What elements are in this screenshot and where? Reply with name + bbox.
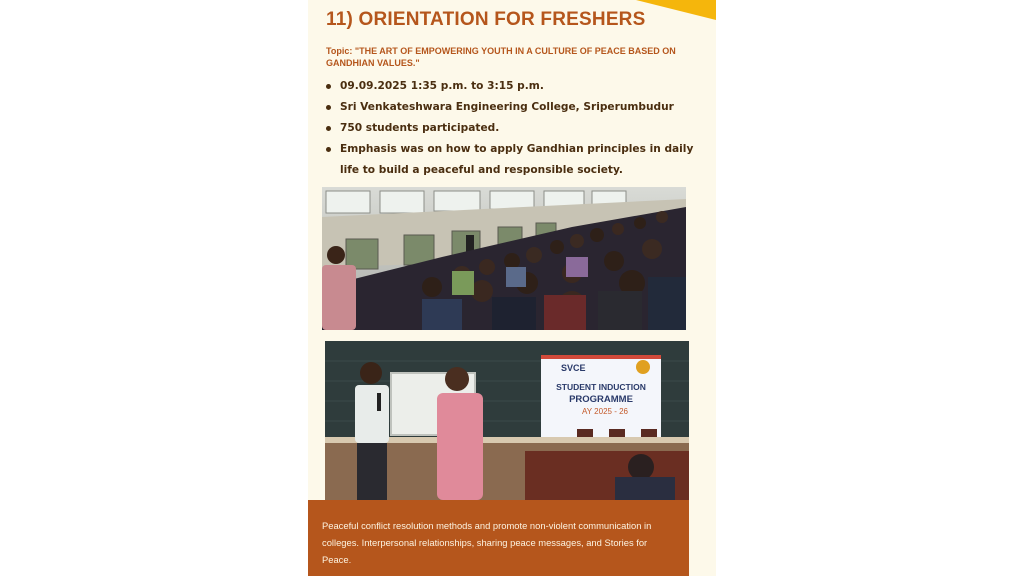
- list-item: [324, 118, 704, 139]
- document-page: [308, 0, 716, 576]
- banner-line3: AY 2025 - 26: [582, 407, 628, 416]
- list-item-text: 09.09.2025 1:35 p.m. to 3:15 p.m.: [340, 80, 544, 92]
- summary-text: Peaceful conflict resolution methods and promote non-violent communication in colleges. Interpersonal relationships, sharing peace messages, and Stories for Peace.: [322, 520, 652, 565]
- topic-text: Topic: "THE ART OF EMPOWERING YOUTH IN A CULTURE OF PEACE BASED ON GANDHIAN VALUES.": [326, 46, 676, 68]
- bullet-icon: [326, 147, 331, 152]
- section-title: 11) ORIENTATION FOR FRESHERS: [326, 9, 646, 30]
- banner-line2: PROGRAMME: [569, 394, 633, 405]
- bullet-icon: [326, 105, 331, 110]
- audience-illustration: [322, 187, 686, 330]
- list-item: [324, 139, 704, 181]
- stage-photo: [325, 341, 689, 500]
- stage-illustration: [325, 341, 689, 500]
- summary-box: [308, 500, 689, 576]
- details-list: [324, 76, 704, 181]
- list-item: [324, 76, 704, 97]
- list-item-text: Sri Venkateshwara Engineering College, Sriperumbudur: [340, 101, 674, 113]
- list-item: [324, 97, 704, 118]
- list-item-text: 750 students participated.: [340, 122, 500, 134]
- corner-decoration: [636, 0, 716, 20]
- banner-logo: SVCE: [561, 363, 586, 373]
- audience-photo: [322, 187, 686, 330]
- bullet-icon: [326, 126, 331, 131]
- banner-line1: STUDENT INDUCTION: [556, 382, 646, 392]
- list-item-text: Emphasis was on how to apply Gandhian principles in daily life to build a peaceful and responsible society.: [340, 143, 694, 176]
- bullet-icon: [326, 84, 331, 89]
